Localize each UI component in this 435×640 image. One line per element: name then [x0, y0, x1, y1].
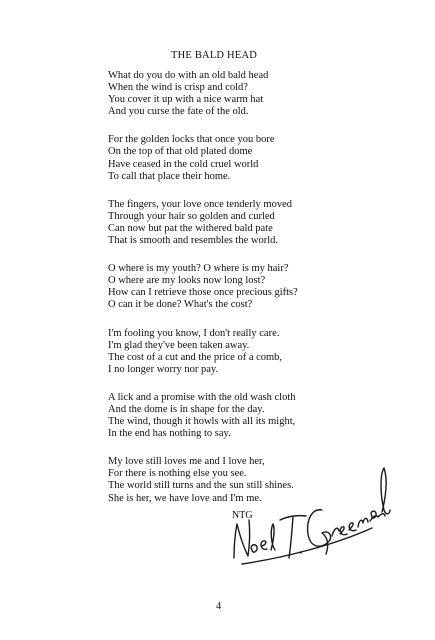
handwritten-signature — [222, 454, 392, 574]
poem-line: O where is my youth? O where is my hair? — [108, 263, 289, 275]
stanza-1 — [108, 70, 408, 118]
poem-line: For there is nothing else you see. — [108, 468, 247, 480]
poem-line: For the golden locks that once you bore — [108, 134, 275, 146]
poem-line: O where are my looks now long lost? — [108, 275, 266, 287]
poem-title: THE BALD HEAD — [171, 50, 258, 61]
poem-line: What do you do with an old bald head — [108, 70, 269, 81]
poem-line: And you curse the fate of the old. — [108, 106, 249, 118]
stanza-5 — [108, 328, 408, 376]
poem-line: And the dome is in shape for the day. — [108, 403, 265, 415]
stanza-2 — [108, 134, 408, 182]
poem-line: The fingers, your love once tenderly moved — [108, 198, 292, 210]
poem-line: I'm fooling you know, I don't really care. — [108, 327, 280, 339]
poem-line: A lick and a promise with the old wash cloth — [108, 391, 296, 403]
poem-line: To call that place their home. — [108, 170, 231, 182]
poem-line: The world still turns and the sun still shines. — [108, 480, 294, 492]
poem-line: My love still loves me and I love her, — [108, 456, 265, 468]
poem-line: O can it be done? What's the cost? — [108, 299, 253, 311]
poem-line: When the wind is crisp and cold? — [108, 82, 248, 94]
poem-line: Through your hair so golden and curled — [108, 210, 275, 222]
author-initials: NTG — [232, 510, 253, 521]
poem-line: You cover it up with a nice warm hat — [108, 94, 264, 106]
poem-line: That is smooth and resembles the world. — [108, 235, 279, 247]
poem-line: I'm glad they've been taken away. — [108, 339, 250, 351]
stanza-4 — [108, 263, 408, 311]
poem-line: Have ceased in the cold cruel world — [108, 158, 259, 170]
poem-line: Can now but pat the withered bald pate — [108, 222, 273, 234]
poem-line: The cost of a cut and the price of a comb, — [108, 351, 283, 363]
stanza-3 — [108, 199, 408, 247]
poem-line: The wind, though it howls with all its might, — [108, 416, 296, 428]
poem-line: She is her, we have love and I'm me. — [108, 492, 262, 504]
poem-line: On the top of that old plated dome — [108, 146, 253, 158]
poem-line: How can I retrieve those once precious gifts? — [108, 287, 298, 299]
stanza-6 — [108, 392, 408, 440]
page-number: 4 — [216, 601, 222, 612]
poem-line: In the end has nothing to say. — [108, 428, 231, 440]
poem-line: I no longer worry nor pay. — [108, 363, 219, 375]
